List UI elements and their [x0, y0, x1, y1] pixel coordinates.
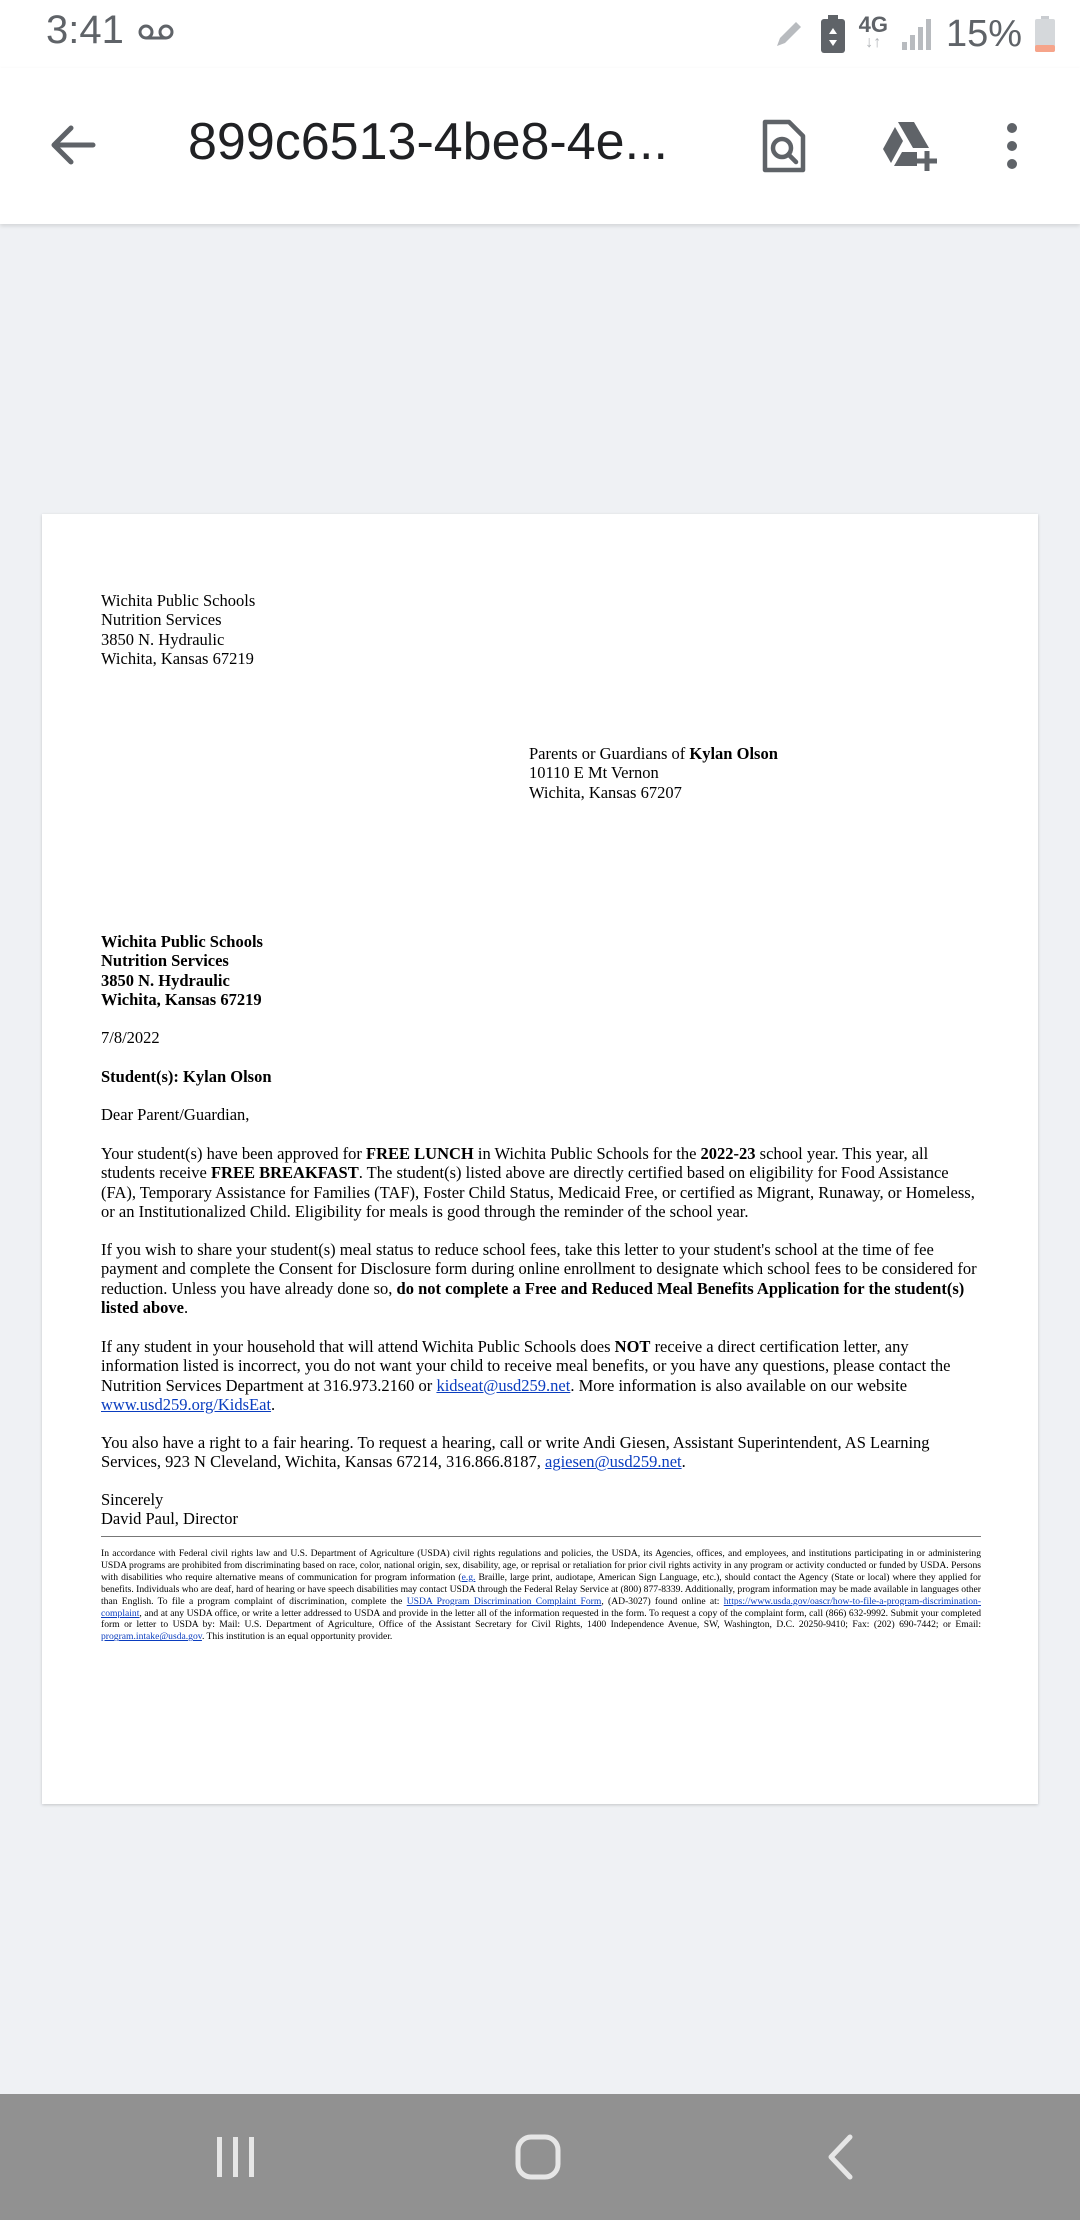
data-arrows-icon: ↓↑	[865, 34, 882, 51]
sender-line: Wichita, Kansas 67219	[101, 648, 254, 668]
battery-percent: 15%	[945, 12, 1022, 55]
students-label: Student(s): Kylan Olson	[101, 1067, 272, 1086]
recent-apps-icon	[214, 2135, 258, 2179]
recipient-line-3: Wichita, Kansas 67207	[529, 782, 682, 802]
more-vert-icon	[1005, 121, 1019, 171]
letter-date: 7/8/2022	[101, 1028, 160, 1047]
lte-icon	[858, 12, 888, 52]
closing: Sincerely	[101, 1490, 164, 1509]
app-bar	[0, 68, 1080, 224]
nondiscrimination-statement: In accordance with Federal civil rights law and U.S. Department of Agriculture (USDA) civil rights regulations and policies, the USDA, its Agencies, offices, and employees, and institutions participating in or administering USDA programs are prohibited from discriminating based on race, color, national origin, sex, disability, age, or reprisal or retaliation for prior civil rights activity in any program or activity conducted or funded by USDA. Persons with disabilities who require alternative means of communication for program information (e.g. Braille, large print, audiotape, American Sign Language, etc.), should contact the Agency (State or local) where they applied for benefits. Individuals who are deaf, hard of hearing or have speech disabilities may contact USDA through the Federal Relay Service at (800) 877-8339. Additionally, program information may be made available in languages other than English. To file a program complaint of discrimination, complete the USDA Program Discrimination Complaint Form, (AD-3027) found online at: https://www.usda.gov/oascr/how-to-file-a-program-discrimination-complaint, and at any USDA office, or write a letter addressed to USDA and provide in the letter all of the information requested in the form. To request a copy of the complaint form, call (866) 632-9992. Submit your completed form or letter to USDA by: Mail: U.S. Department of Agriculture, Office of the Assistant Secretary for Civil Rights, 1400 Independence Avenue, SW, Washington, D.C. 20250-9410; Fax: (202) 690-7442; or Email: program.intake@usda.gov. This institution is an equal opportunity provider.	[101, 1548, 982, 1643]
sender-line: Nutrition Services	[101, 610, 222, 630]
status-icons	[771, 10, 1056, 58]
home-button[interactable]	[488, 2114, 588, 2200]
pen-icon	[771, 16, 807, 52]
add-to-drive-button[interactable]	[870, 106, 950, 186]
home-icon	[514, 2133, 562, 2181]
signal-icon	[900, 16, 934, 52]
add-to-drive-icon	[879, 119, 941, 173]
system-back-button[interactable]	[790, 2114, 890, 2200]
document-page	[42, 514, 1038, 1804]
letterhead-line: Nutrition Services	[101, 951, 229, 971]
usda-complaint-url-link[interactable]: https://www.usda.gov/oascr/how-to-file-a-program-discrimination-complaint	[101, 1595, 982, 1619]
recipient-line-2: 10110 E Mt Vernon	[529, 763, 659, 783]
kidseat-website-link[interactable]: www.usd259.org/KidsEat	[101, 1394, 272, 1414]
status-time: 3:41	[46, 8, 124, 52]
recipient-line-1	[529, 744, 778, 763]
more-options-button[interactable]	[982, 106, 1042, 186]
sender-address	[101, 591, 255, 668]
letterhead-bold	[101, 932, 263, 1009]
letterhead-line: Wichita, Kansas 67219	[101, 989, 262, 1009]
status-bar	[0, 0, 1080, 68]
kidseat-email-link[interactable]: kidseat@usd259.net	[436, 1375, 571, 1395]
recent-apps-button[interactable]	[186, 2114, 286, 2200]
eg-link[interactable]: e.g.	[461, 1571, 476, 1583]
recipient-address	[529, 744, 778, 802]
back-arrow-icon	[49, 124, 97, 166]
back-button[interactable]	[40, 112, 106, 178]
complaint-form-link[interactable]: USDA Program Discrimination Complaint Form	[406, 1595, 602, 1607]
battery-saver-icon	[819, 14, 847, 54]
network-type: 4G	[858, 12, 888, 37]
salutation: Dear Parent/Guardian,	[101, 1105, 250, 1124]
letterhead-line: Wichita Public Schools	[101, 932, 263, 951]
system-nav-bar	[0, 2094, 1080, 2220]
find-in-page-icon	[761, 118, 807, 174]
recipient-prefix: Parents or Guardians of	[529, 744, 690, 763]
sender-line: Wichita Public Schools	[101, 591, 256, 610]
closing-block	[101, 1490, 238, 1529]
paragraph-approval: Your student(s) have been approved for FREE LUNCH in Wichita Public Schools for the 2022-23 school year. This year, all students receive FREE BREAKFAST. The student(s) listed above are directly certified based on eligibility for Food Assistance (FA), Temporary Assistance for Families (TAF), Foster Child Status, Medicaid Free, or certified as Migrant, Runaway, or Homeless, or an Institutionalized Child. Eligibility for meals is good through the reminder of the school year.	[101, 1144, 975, 1221]
system-back-icon	[825, 2133, 855, 2181]
paragraph-contact: If any student in your household that will attend Wichita Public Schools does NOT receive a direct certification letter, any information listed is incorrect, you do not want your child to receive meal benefits, or you have any questions, please contact the Nutrition Services Department at 316.973.2160 or kidseat@usd259.net. More information is also available on our website www.usd259.org/KidsEat.	[101, 1337, 951, 1414]
usda-email-link[interactable]: program.intake@usda.gov	[101, 1631, 202, 1643]
voicemail-icon	[138, 22, 174, 42]
document-title: 899c6513-4be8-4e...	[188, 113, 668, 171]
footnote-divider	[101, 1536, 981, 1537]
recipient-name: Kylan Olson	[689, 744, 778, 763]
find-in-page-button[interactable]	[744, 106, 824, 186]
signature: David Paul, Director	[101, 1509, 239, 1529]
agiesen-email-link[interactable]: agiesen@usd259.net	[545, 1452, 682, 1472]
letterhead-line: 3850 N. Hydraulic	[101, 970, 230, 990]
sender-line: 3850 N. Hydraulic	[101, 629, 225, 649]
paragraph-hearing: You also have a right to a fair hearing. To request a hearing, call or write Andi Giesen, Assistant Superintendent, AS Learning Services, 923 N Cleveland, Wichita, Kansas 67214, 316.866.8187, agiesen@usd259.net.	[101, 1433, 930, 1472]
paragraph-fees: If you wish to share your student(s) meal status to reduce school fees, take this letter to your student's school at the time of fee payment and complete the Consent for Disclosure form during online enrollment to designate which school fees to be considered for reduction. Unless you have already done so, do not complete a Free and Reduced Meal Benefits Application for the student(s) listed above.	[101, 1240, 977, 1317]
battery-icon	[1034, 15, 1056, 53]
